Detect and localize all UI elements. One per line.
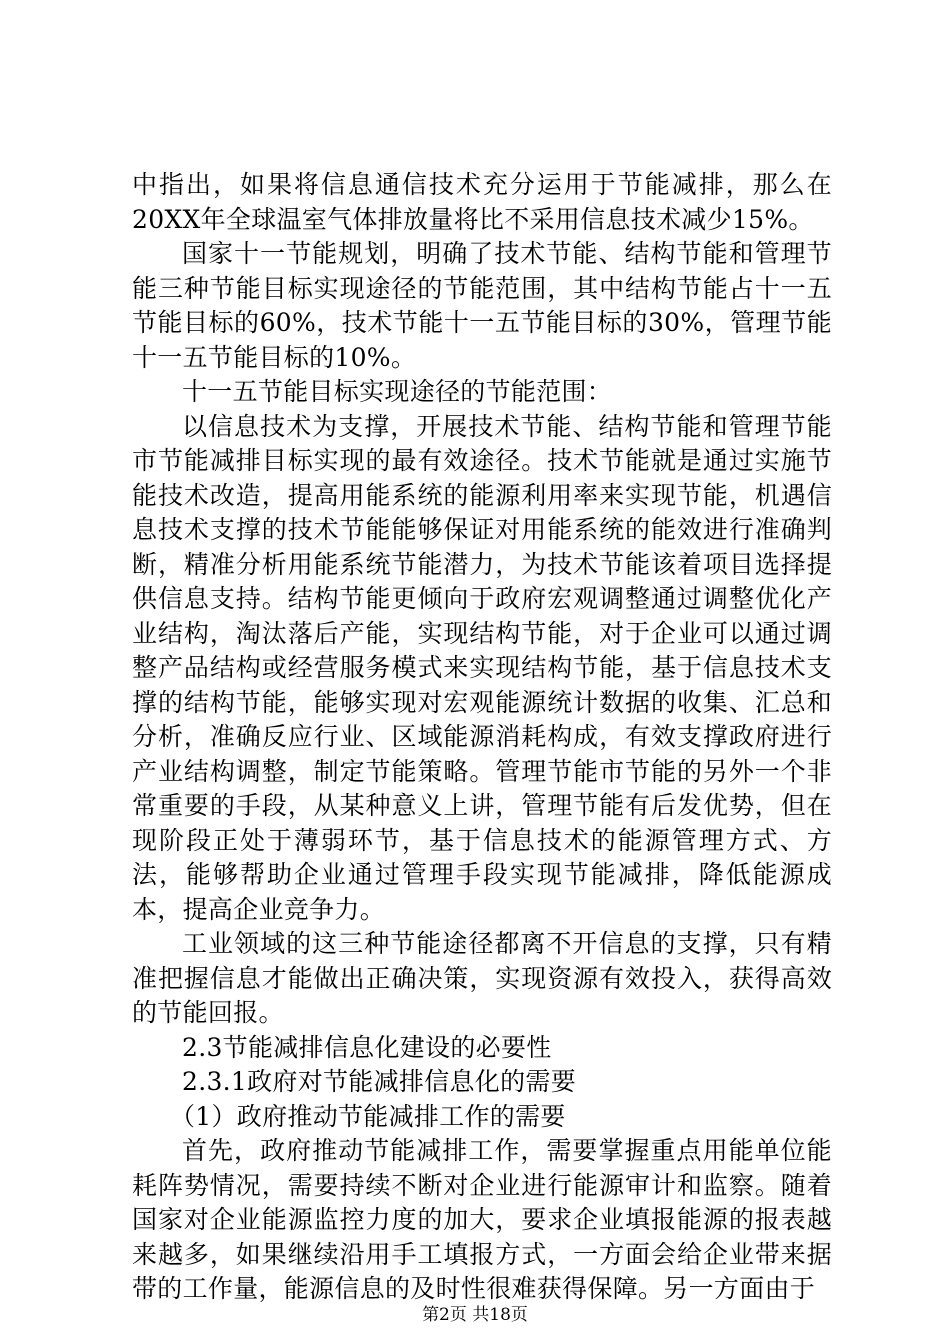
paragraph-scope-title: 十一五节能目标实现途径的节能范围： bbox=[182, 377, 613, 406]
page-footer: 第2页 共18页 bbox=[422, 1305, 528, 1325]
section-heading-2-3-1: 2.3.1政府对节能减排信息化的需要 bbox=[182, 1067, 577, 1096]
paragraph-industry-info: 工业领域的这三种节能途径都离不开信息的支撑，只有精准把握信息才能做出正确决策，实现资源有效投入，获得高效的节能回报。 bbox=[132, 929, 832, 1027]
paragraph-government-need: 首先，政府推动节能减排工作，需要掌握重点用能单位能耗阵势情况，需要持续不断对企业进行能源审计和监察。随着国家对企业能源监控力度的加大，要求企业填报能源的报表越来越多，如果继续沿用手工填报方式，一方面会给企业带来据带的工作量，能源信息的及时性很难获得保障。另一方面由于 bbox=[132, 1136, 832, 1303]
section-heading-2-3: 2.3节能减排信息化建设的必要性 bbox=[182, 1032, 552, 1062]
paragraph-plan-scope: 国家十一节能规划，明确了技术节能、结构节能和管理节能三种节能目标实现途径的节能范围，其中结构节能占十一五节能目标的60%，技术节能十一五节能目标的30%，管理节能十一五节能目标的10%。 bbox=[132, 239, 832, 372]
document-body bbox=[132, 168, 832, 1307]
paragraph-it-support: 以信息技术为支撑，开展技术节能、结构节能和管理节能市节能减排目标实现的最有效途径。技术节能就是通过实施节能技术改造，提高用能系统的能源利用率来实现节能，机遇信息技术支撑的技术节能能够保证对用能系统的能效进行准确判断，精准分析用能系统节能潜力，为技术节能该着项目选择提供信息支持。结构节能更倾向于政府宏观调整通过调整优化产业结构，淘汰落后产能，实现结构节能，对于企业可以通过调整产品结构或经营服务模式来实现结构节能，基于信息技术支撑的结构节能，能够实现对宏观能源统计数据的收集、汇总和分析，准确反应行业、区域能源消耗构成，有效支撑政府进行产业结构调整，制定节能策略。管理节能市节能的另外一个非常重要的手段，从某种意义上讲，管理节能有后发优势，但在现阶段正处于薄弱环节，基于信息技术的能源管理方式、方法，能够帮助企业通过管理手段实现节能减排，降低能源成本，提高企业竞争力。 bbox=[132, 411, 832, 924]
subheading-1: （1）政府推动节能减排工作的需要 bbox=[170, 1101, 566, 1131]
paragraph-continuation: 中指出，如果将信息通信技术充分运用于节能减排，那么在20XX年全球温室气体排放量将比不采用信息技术减少15%。 bbox=[132, 170, 832, 234]
